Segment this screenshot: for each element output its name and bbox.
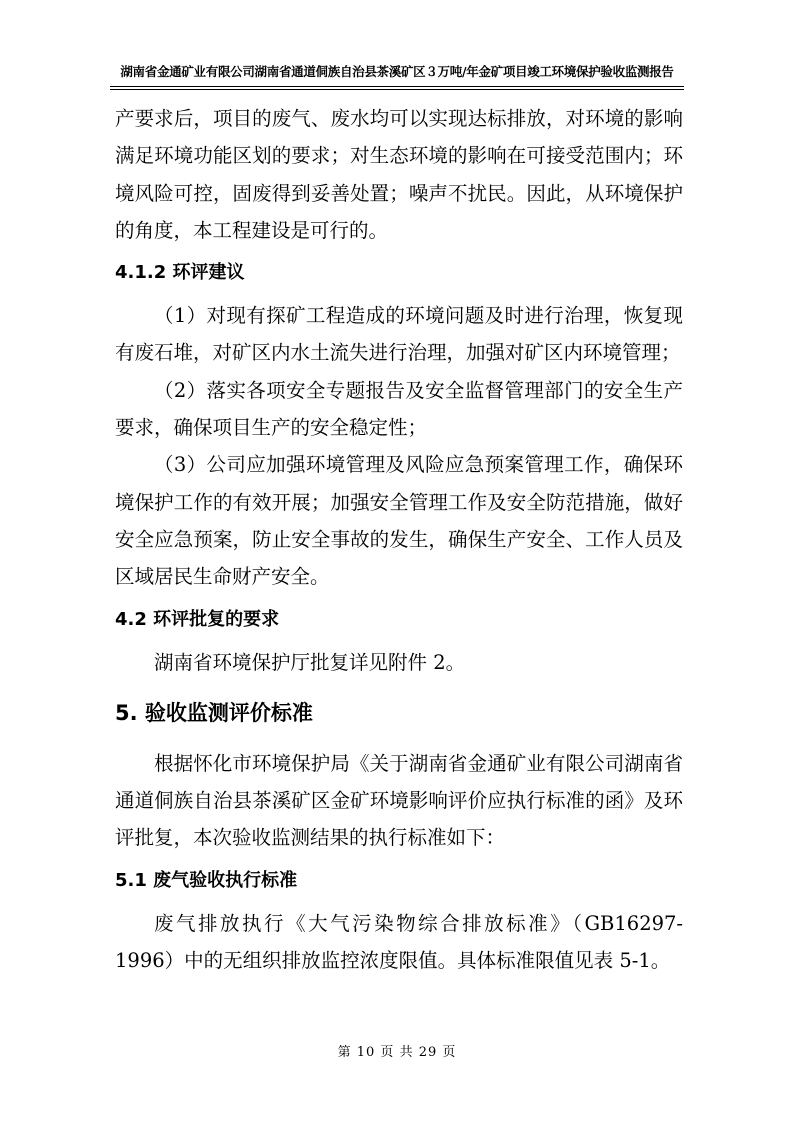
page-number: 第 10 页 共 29 页 (337, 1045, 457, 1060)
header-rule (110, 86, 684, 87)
paragraph-exhaust-standard: 废气排放执行《大气污染物综合排放标准》（GB16297-1996）中的无组织排放监控浓度限值。具体标准限值见表 5-1。 (115, 911, 683, 973)
heading-5-1: 5.1 废气验收执行标准 (115, 869, 298, 891)
heading-4-2: 4.2 环评批复的要求 (115, 608, 280, 630)
paragraph-conclusion: 产要求后，项目的废气、废水均可以实现达标排放，对环境的影响满足环境功能区划的要求；对生态环境的影响在可接受范围内；环境风险可控，固废得到妥善处置；噪声不扰民。因此，从环境保护的角度，本工程建设是可行的。 (115, 107, 683, 242)
suggestion-3: （3）公司应加强环境管理及风险应急预案管理工作，确保环境保护工作的有效开展；加强安全管理工作及安全防范措施，做好安全应急预案，防止安全事故的发生，确保生产安全、工作人员及区域居民生命财产安全。 (115, 453, 683, 589)
header-rule-thin (110, 89, 684, 90)
heading-5: 5. 验收监测评价标准 (115, 700, 313, 725)
suggestion-1: （1）对现有探矿工程造成的环境问题及时进行治理，恢复现有废石堆，对矿区内水土流失进行治理，加强对矿区内环境管理； (115, 304, 683, 365)
paragraph-approval: 湖南省环境保护厅批复详见附件 2。 (154, 650, 466, 674)
heading-4-1-2: 4.1.2 环评建议 (115, 262, 245, 284)
report-header: 湖南省金通矿业有限公司湖南省通道侗族自治县茶溪矿区３万吨/年金矿项目竣工环境保护验收监测报告 (120, 64, 674, 79)
suggestion-2: （2）落实各项安全专题报告及安全监督管理部门的安全生产要求，确保项目生产的安全稳定性； (115, 378, 683, 440)
paragraph-standards: 根据怀化市环境保护局《关于湖南省金通矿业有限公司湖南省通道侗族自治县茶溪矿区金矿环境影响评价应执行标准的函》及环评批复，本次验收监测结果的执行标准如下： (115, 751, 683, 850)
page-body (115, 100, 683, 979)
